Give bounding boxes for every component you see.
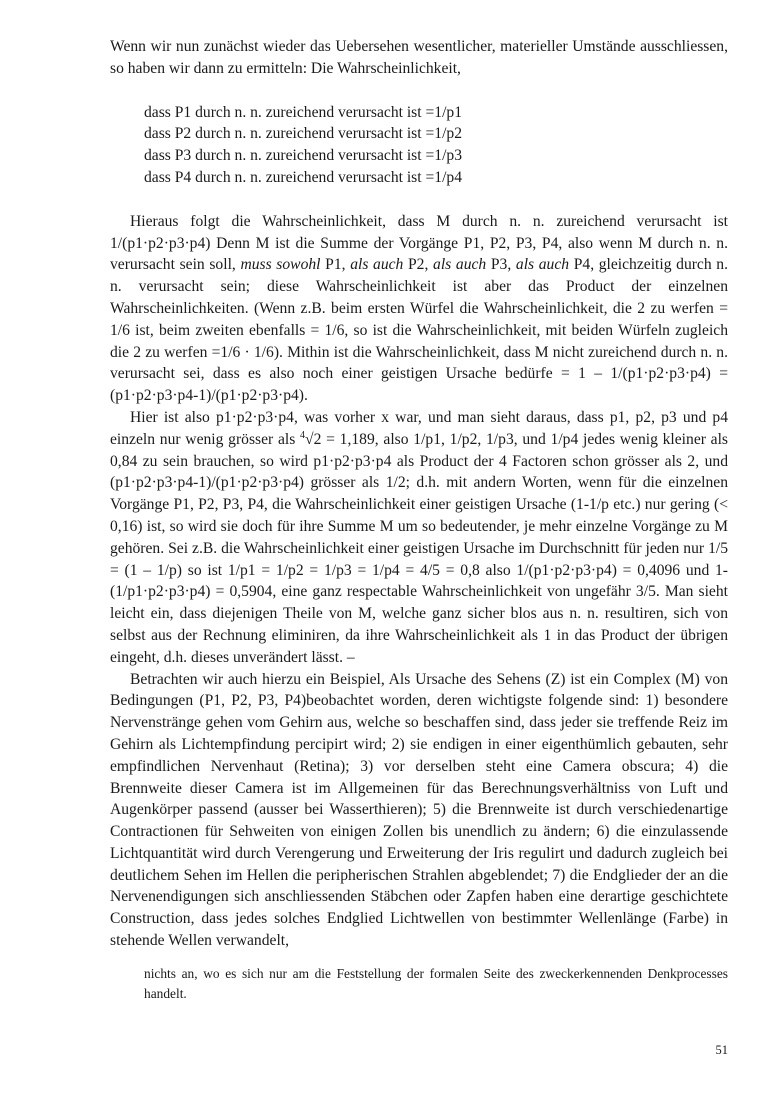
paragraph-hier: Hier ist also p1·p2·p3·p4, was vorher x war, und man sieht daraus, dass p1, p2, p3 und p4 einzeln nur wenig grösser als $^4$√2 = 1,189, also 1/p1, 1/p2, 1/p3, und 1/p4 jedes wenig kleiner als 0,84 zu sein brauchen, so wird p1·p2·p3·p4 als Product der 4 Factoren schon grösser als 2, und (p1·p2·p3·p4-1)/(p1·p2·p3·p4) grösser als 1/2; d.h. mit andern Worten, wenn für die einzelnen Vorgänge P1, P2, P3, P4, die Wahrscheinlichkeit einer geistigen Ursache (1-1/p etc.) nur gering (< 0,16) ist, so wird sie doch für ihre Summe M um so bedeutender, je mehr einzelne Vorgänge zu M gehören. Sei z.B. die Wahrscheinlichkeit einer geistigen Ursache im Durchschnitt für jeden nur 1/5 = (1 – 1/p) so ist 1/p1 = 1/p2 = 1/p3 = 1/p4 = 4/5 = 0,8 also 1/(p1·p2·p3·p4) = 0,4096 und 1-(1/p1·p2·p3·p4) = 0,5904, eine ganz respectable Wahrscheinlichkeit von ungefähr 3/5. Man sieht leicht ein, dass diejenigen Theile von M, welche ganz sicher blos aus n. n. resultiren, sich von selbst aus der Rechnung eliminiren, da ihre Wahrscheinlichkeit als 1 in das Product der übrigen eingeht, d.h. dieses unverändert lässt. – [110, 408, 728, 666]
page-number: 51 [715, 1043, 728, 1057]
intro-paragraph: Wenn wir nun zunächst wieder das Uebersehen wesentlicher, materieller Umstände ausschliessen, so haben wir dann zu ermitteln: Die Wahrscheinlichkeit, [110, 38, 728, 77]
list-item: dass P1 durch n. n. zureichend verursacht ist =1/p1 [144, 103, 462, 121]
footnote: nichts an, wo es sich nur am die Feststellung der formalen Seite des zweckerkennenden Denkprocesses handelt. [144, 965, 728, 1002]
paragraph-betrachten: Betrachten wir auch hierzu ein Beispiel, Als Ursache des Sehens (Z) ist ein Complex (M) von Bedingungen (P1, P2, P3, P4)beobachtet worden, deren wichtigste folgende sind: 1) besondere Nervenstränge gehen vom Gehirn aus, welche so beschaffen sind, dass jeder sie treffende Reiz im Gehirn als Lichtempfindung percipirt wird; 2) sie endigen in einer eigenthümlich gebauten, sehr empfindlichen Nervenhaut (Retina); 3) vor derselben steht eine Camera obscura; 4) die Brennweite dieser Camera ist im Allgemeinen für das Berechnungsverhältniss von Luft und Augenkörper passend (ausser bei Wasserthieren); 5) die Brennweite ist durch verschiedenartige Contractionen für Sehweiten von einigen Zollen bis unendlich zu ändern; 6) die einzulassende Lichtquantität wird durch Verengerung und Erweiterung der Iris regulirt und dadurch zugleich bei deutlichem Sehen im Hellen die peripherischen Strahlen abgeblendet; 7) die Endglieder der an die Nervenendigungen sich anschliessenden Stäbchen oder Zapfen haben eine derartige geschichtete Construction, dass jedes solches Endglied Lichtwellen von bestimmter Wellenlänge (Farbe) in stehende Wellen verwandelt, [110, 670, 728, 950]
probability-list [144, 102, 728, 189]
list-item: dass P4 durch n. n. zureichend verursacht ist =1/p4 [144, 168, 462, 186]
page-body [110, 36, 728, 1005]
list-item: dass P3 durch n. n. zureichend verursacht ist =1/p3 [144, 147, 462, 165]
paragraph-hieraus: Hieraus folgt die Wahrscheinlichkeit, dass M durch n. n. zureichend verursacht ist 1/(p1·p2·p3·p4) Denn M ist die Summe der Vorgänge P1, P2, P3, P4, also wenn M durch n. n. verursacht sein soll, muss sowohl P1, als auch P2, als auch P3, als auch P4, gleichzeitig durch n. n. verursacht sein; diese Wahrscheinlichkeit ist aber das Product der einzelnen Wahrscheinlichkeiten. (Wenn z.B. beim ersten Würfel die Wahrscheinlichkeit, die 2 zu werfen = 1/6 ist, beim zweiten ebenfalls = 1/6, so ist die Wahrscheinlichkeit, mit beiden Würfeln zugleich die 2 zu werfen =1/6 · 1/6). Mithin ist die Wahrscheinlichkeit, dass M nicht zureichend durch n. n. verursacht sei, dass es also noch einer geistigen Ursache bedürfe = 1 – 1/(p1·p2·p3·p4) = (p1·p2·p3·p4-1)/(p1·p2·p3·p4). [110, 212, 728, 405]
list-item: dass P2 durch n. n. zureichend verursacht ist =1/p2 [144, 125, 462, 143]
